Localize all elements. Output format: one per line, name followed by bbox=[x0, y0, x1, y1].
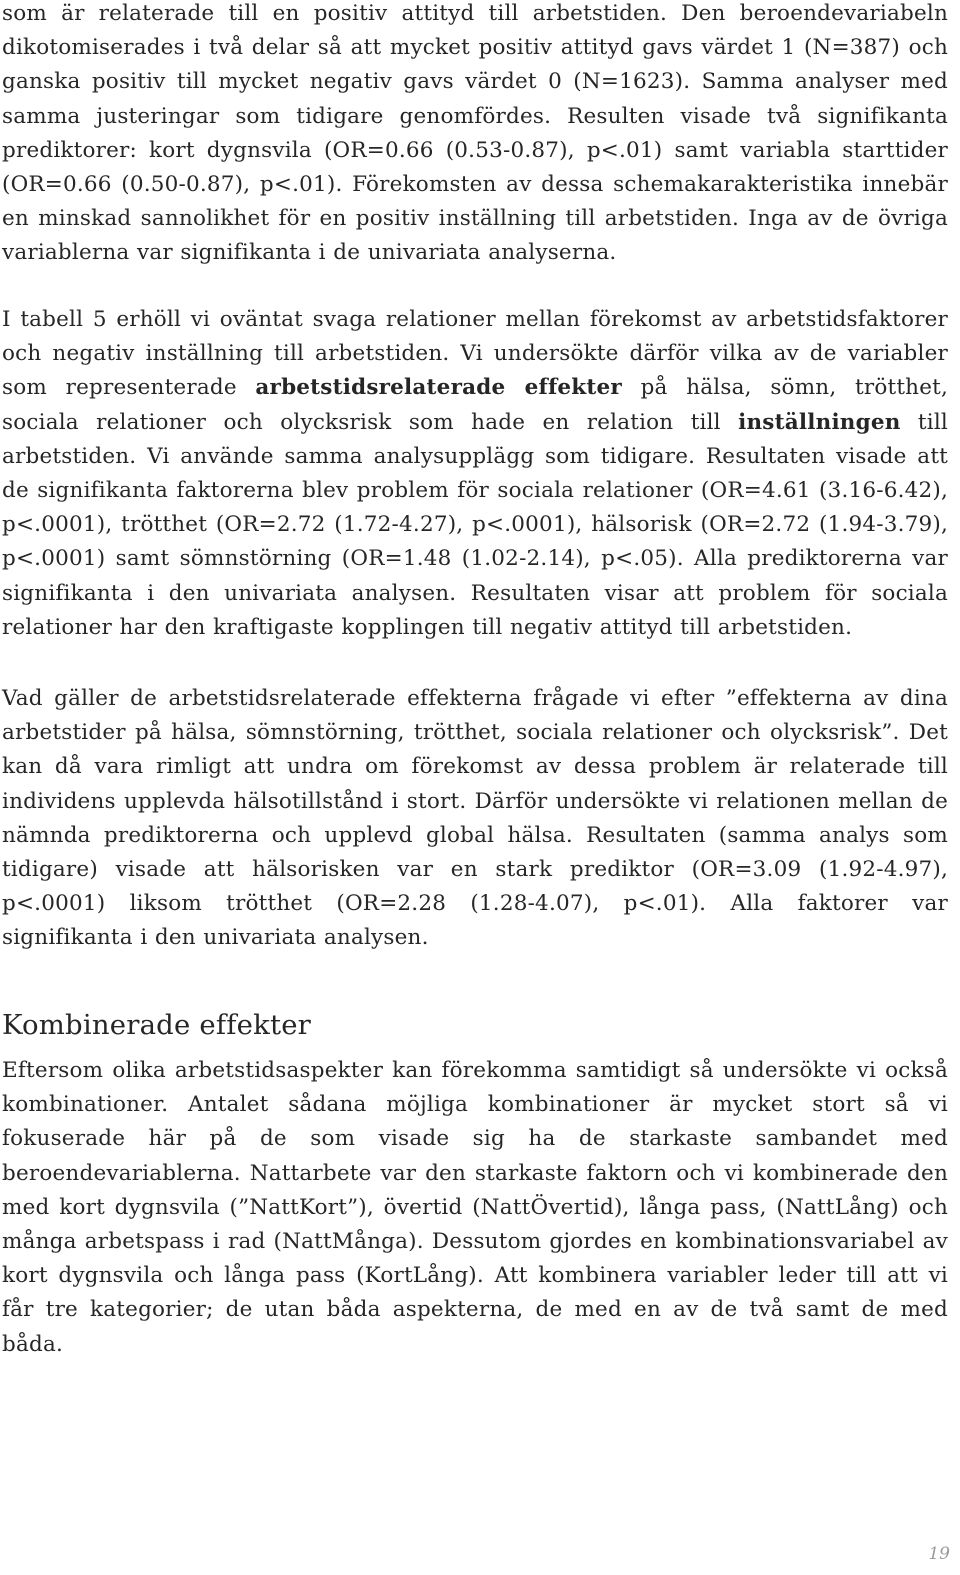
paragraph-combinations: Eftersom olika arbetstidsaspekter kan förekomma samtidigt så undersökte vi också kombinationer. Antalet sådana möjliga kombinationer är mycket stort så vi fokuserade här på de som visade sig ha de starkaste sambandet med beroendevariablerna. Nattarbete var den starkaste faktorn och vi kombinerade den med kort dygnsvila (”NattKort”), övertid (NattÖvertid), långa pass, (NattLång) och många arbetspass i rad (NattMånga). Dessutom gjordes en kombinationsvariabel av kort dygnsvila och långa pass (KortLång). Att kombinera variabler leder till att vi får tre kategorier; de utan båda aspekterna, de med en av de två samt de med båda. bbox=[2, 1058, 948, 1357]
bold-term-effects: arbetstidsrelaterade effekter bbox=[255, 375, 622, 401]
bold-term-attitude: inställningen bbox=[738, 409, 901, 435]
page-number: 19 bbox=[928, 1544, 950, 1564]
paragraph-attitude-results: som är relaterade till en positiv attityd till arbetstiden. Den beroendevariabeln dikotomiserades i två delar så att mycket positiv attityd gavs värdet 1 (N=387) och ganska positiv till mycket negativ gavs värdet 0 (N=1623). Samma analyser med samma justeringar som tidigare genomfördes. Resulten visade två signifikanta prediktorer: kort dygnsvila (OR=0.66 (0.53-0.87), p<.01) samt variabla starttider (OR=0.66 (0.50-0.87), p<.01). Förekomsten av dessa schemakarakteristika innebär en minskad sannolikhet för en positiv inställning till arbetstiden. Inga av de övriga variablerna var signifikanta i de univariata analyserna. bbox=[2, 1, 948, 266]
paragraph-work-time-effects bbox=[2, 303, 948, 645]
paragraph-text-segment: I tabell 5 erhöll vi oväntat svaga relationer mellan förekomst av arbetstidsfaktorer och negativ inställning till arbetstiden. Vi undersökte därför vilka av de variabler som representerade bbox=[2, 307, 948, 401]
paragraph-global-health: Vad gäller de arbetstidsrelaterade effekterna frågade vi efter ”effekterna av dina arbetstider på hälsa, sömnstörning, trötthet, sociala relationer och olycksrisk”. Det kan då vara rimligt att undra om förekomst av dessa problem är relaterade till individens upplevda hälsotillstånd i stort. Därför undersökte vi relationen mellan de nämnda prediktorerna och upplevd global hälsa. Resultaten (samma analys som tidigare) visade att hälsorisken var en stark prediktor (OR=3.09 (1.92-4.97), p<.0001) liksom trötthet (OR=2.28 (1.28-4.07), p<.01). Alla faktorer var signifikanta i den univariata analysen. bbox=[2, 686, 948, 951]
paragraph-text-segment: till arbetstiden. Vi använde samma analysupplägg som tidigare. Resultaten visade att de signifikanta faktorerna blev problem för sociala relationer (OR=4.61 (3.16-6.42), p<.0001), trötthet (OR=2.72 (1.72-4.27), p<.0001), hälsorisk (OR=2.72 (1.94-3.79), p<.0001) samt sömnstörning (OR=1.48 (1.02-2.14), p<.05). Alla prediktorerna var signifikanta i den univariata analysen. Resultaten visar att problem för sociala relationer har den kraftigaste kopplingen till negativ attityd till arbetstiden. bbox=[2, 409, 948, 640]
paragraph-text-segment: på hälsa, sömn, trötthet, sociala relationer och olycksrisk som hade en relation till bbox=[2, 375, 949, 435]
section-heading: Kombinerade effekter bbox=[2, 1009, 312, 1041]
